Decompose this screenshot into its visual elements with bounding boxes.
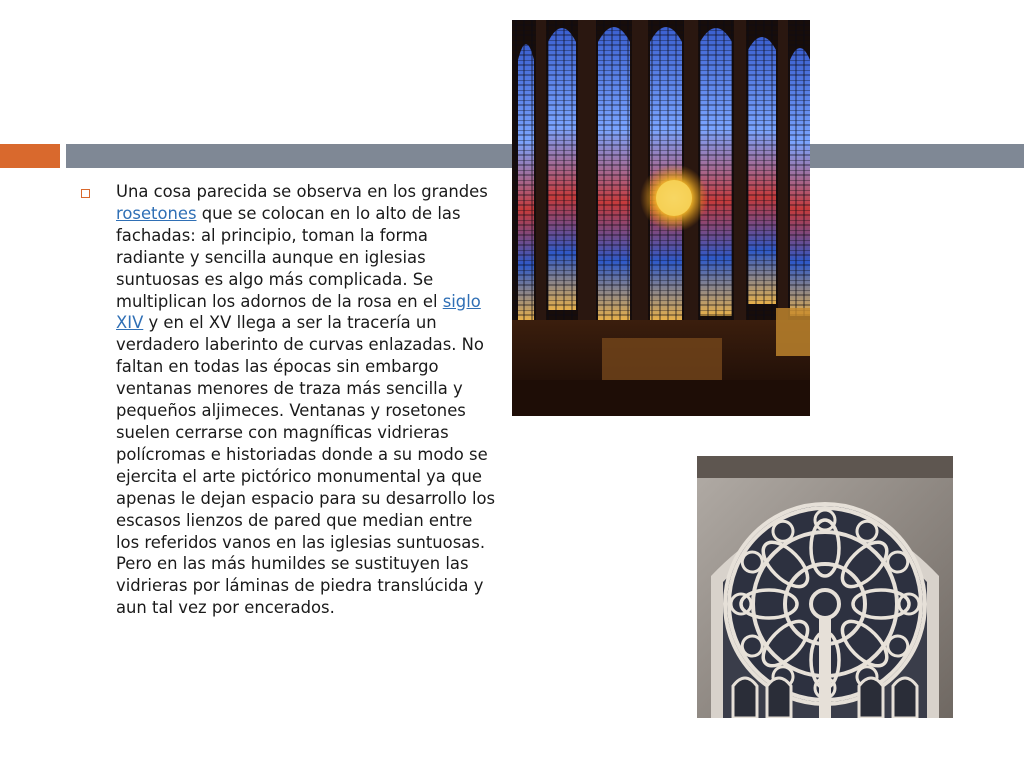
body-paragraph: [116, 181, 496, 619]
stained-glass-illustration: [512, 20, 810, 416]
rose-window-illustration: [697, 456, 953, 718]
link-rosetones[interactable]: rosetones: [116, 203, 197, 223]
square-bullet-icon: [81, 189, 90, 198]
paragraph-text-3: y en el XV llega a ser la tracería un verdadero laberinto de curvas enlazadas. No faltan en todas las épocas sin embargo ventanas menores de traza más sencilla y pequeños aljimeces. Ventanas y rosetones suelen cerrarse con magníficas vidrieras polícromas e historiadas donde a su modo se ejercita el arte pictórico monumental ya que apenas le dejan espacio para su desarrollo los escasos lienzos de pared que median entre los referidos vanos en las iglesias suntuosas. Pero en las más humildes se sustituyen las vidrieras por láminas de piedra translúcida y aun tal vez por encerados.: [116, 313, 496, 618]
paragraph-text-2: que se colocan en lo alto de las fachadas: al principio, toman la forma radiante y sencilla aunque en iglesias suntuosas es algo más complicada. Se multiplican los adornos de la rosa en el: [116, 203, 461, 311]
accent-bar-orange: [0, 144, 60, 168]
paragraph-text-1: Una cosa parecida se observa en los grandes: [116, 182, 488, 201]
rose-window-photo: [697, 456, 953, 718]
link-siglo-xiv[interactable]: siglo XIV: [116, 291, 481, 333]
stained-glass-apse-photo: [512, 20, 810, 416]
